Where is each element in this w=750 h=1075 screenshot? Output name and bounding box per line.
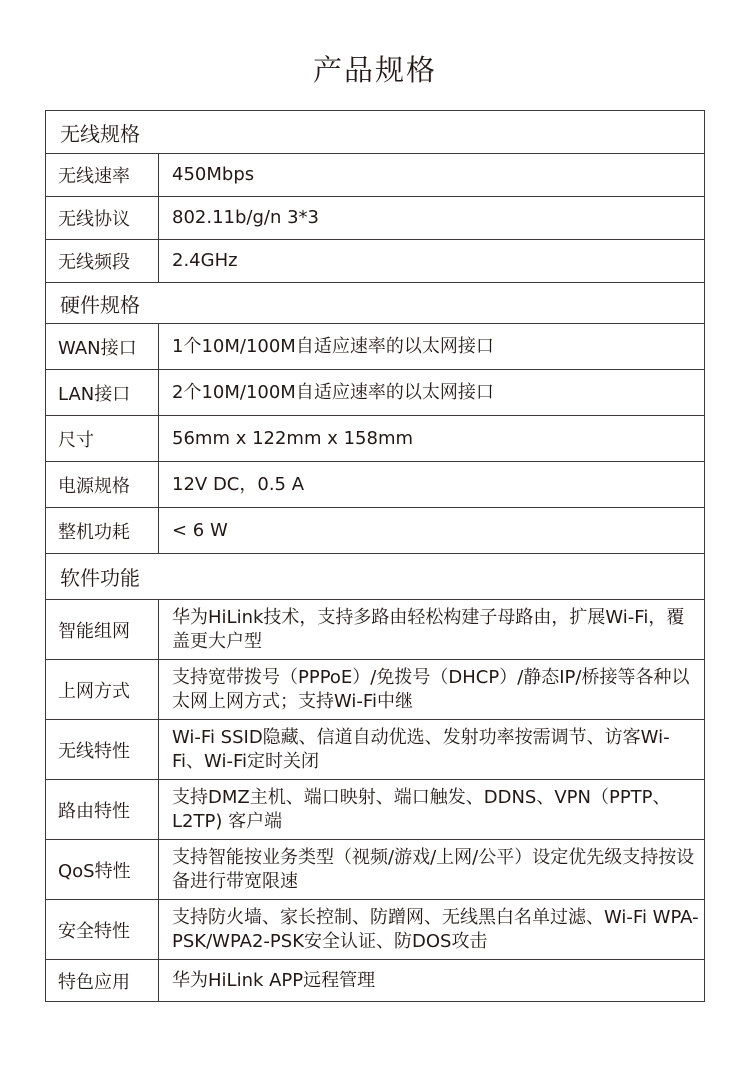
section-header-hardware bbox=[46, 283, 705, 324]
table-row bbox=[46, 370, 705, 416]
spec-table bbox=[45, 110, 705, 1002]
row-value: 1个10M/100M自适应速率的以太网接口 bbox=[159, 324, 705, 370]
row-value: 56mm x 122mm x 158mm bbox=[159, 416, 705, 462]
table-row bbox=[46, 416, 705, 462]
row-value: 802.11b/g/n 3*3 bbox=[159, 197, 705, 240]
table-row bbox=[46, 900, 705, 960]
section-header-wireless bbox=[46, 111, 705, 154]
table-row bbox=[46, 720, 705, 780]
table-row bbox=[46, 462, 705, 508]
table-row bbox=[46, 154, 705, 197]
section-heading: 硬件规格 bbox=[46, 283, 705, 324]
row-label: 无线特性 bbox=[46, 720, 159, 780]
row-label: 无线速率 bbox=[46, 154, 159, 197]
row-value: 支持DMZ主机、端口映射、端口触发、DDNS、VPN（PPTP、L2TP) 客户端 bbox=[172, 786, 671, 832]
row-value: 12V DC，0.5 A bbox=[159, 462, 705, 508]
table-row bbox=[46, 600, 705, 660]
row-value: 支持宽带拨号（PPPoE）/免拨号（DHCP）/静态IP/桥接等各种以太网上网方式；支持Wi-Fi中继 bbox=[172, 666, 690, 712]
section-heading: 软件功能 bbox=[46, 554, 705, 600]
table-row bbox=[46, 240, 705, 283]
row-value: 华为HiLink APP远程管理 bbox=[159, 960, 705, 1002]
row-label: QoS特性 bbox=[46, 840, 159, 900]
row-label: 整机功耗 bbox=[46, 508, 159, 554]
row-value: 支持防火墙、家长控制、防蹭网、无线黑白名单过滤、Wi-Fi WPA-PSK/WPA2-PSK安全认证、防DOS攻击 bbox=[172, 906, 699, 952]
row-label: 尺寸 bbox=[46, 416, 159, 462]
row-label: 电源规格 bbox=[46, 462, 159, 508]
row-value: 2.4GHz bbox=[159, 240, 705, 283]
row-value: 支持智能按业务类型（视频/游戏/上网/公平）设定优先级支持按设备进行带宽限速 bbox=[172, 846, 695, 892]
row-label: 智能组网 bbox=[46, 600, 159, 660]
row-label: 路由特性 bbox=[46, 780, 159, 840]
section-header-software bbox=[46, 554, 705, 600]
row-value: 华为HiLink技术，支持多路由轻松构建子母路由，扩展Wi-Fi，覆盖更大户型 bbox=[172, 606, 685, 652]
table-row bbox=[46, 780, 705, 840]
table-row bbox=[46, 324, 705, 370]
row-value: < 6 W bbox=[159, 508, 705, 554]
row-label: WAN接口 bbox=[46, 324, 159, 370]
row-value: Wi-Fi SSID隐藏、信道自动优选、发射功率按需调节、访客Wi-Fi、Wi-Fi定时关闭 bbox=[172, 726, 670, 772]
table-row bbox=[46, 960, 705, 1002]
row-label: LAN接口 bbox=[46, 370, 159, 416]
table-row bbox=[46, 508, 705, 554]
row-value: 2个10M/100M自适应速率的以太网接口 bbox=[159, 370, 705, 416]
row-label: 特色应用 bbox=[46, 960, 159, 1002]
table-row bbox=[46, 660, 705, 720]
row-label: 无线协议 bbox=[46, 197, 159, 240]
table-row bbox=[46, 840, 705, 900]
row-label: 上网方式 bbox=[46, 660, 159, 720]
section-heading: 无线规格 bbox=[46, 111, 705, 154]
row-label: 安全特性 bbox=[46, 900, 159, 960]
page-title: 产品规格 bbox=[312, 53, 437, 87]
row-value: 450Mbps bbox=[159, 154, 705, 197]
row-label: 无线频段 bbox=[46, 240, 159, 283]
table-row bbox=[46, 197, 705, 240]
